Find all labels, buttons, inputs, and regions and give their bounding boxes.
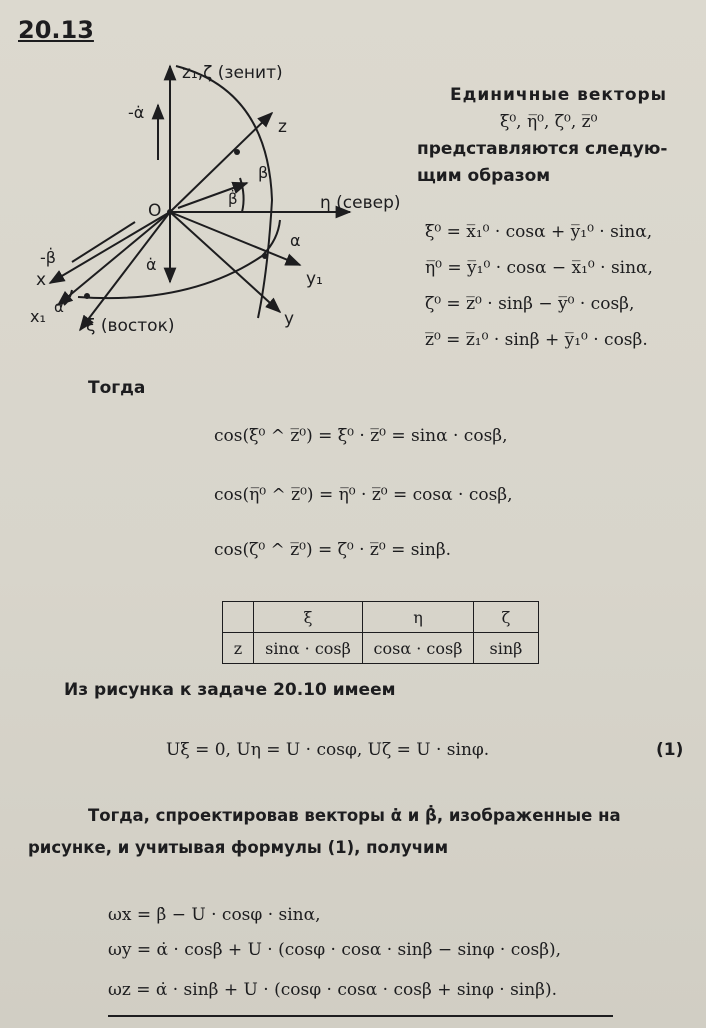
zenith-label: z₁,ζ (зенит) xyxy=(182,63,283,83)
equation-1-number: (1) xyxy=(656,740,684,760)
intro-line-3: представляются следую- xyxy=(417,139,668,159)
alpha-dot-down-label: α̇ xyxy=(146,255,157,274)
horizon-arc xyxy=(78,220,280,298)
problem-number: 20.13 xyxy=(18,16,94,44)
z-label: z xyxy=(278,117,287,137)
final-underline xyxy=(108,1015,613,1017)
cos-formula-eta: cos(η̅⁰ ^ z̅⁰) = η̅⁰ · z̅⁰ = cosα · cosβ, xyxy=(214,485,513,505)
beta-dot-label: β̇ xyxy=(228,190,238,208)
y-label: y xyxy=(284,309,295,329)
cos-formula-zeta: cos(ζ̅⁰ ^ z̅⁰) = ζ̅⁰ · z̅⁰ = sinβ. xyxy=(214,540,452,560)
unit-vector-xi: ξ̅⁰ = x̅₁⁰ · cosα + y̅₁⁰ · sinα, xyxy=(425,222,653,242)
x-label: x xyxy=(36,270,47,290)
omega-x: ωx = β̇ − U · cosφ · sinα, xyxy=(108,905,321,925)
then-text-line-2: рисунке, и учитывая формулы (1), получим xyxy=(28,838,449,857)
table-cell: cosα · cosβ xyxy=(363,633,474,664)
alpha-left-label: α xyxy=(54,298,64,316)
table-cell: sinβ xyxy=(474,633,539,664)
table-row xyxy=(223,633,539,664)
omega-y: ωy = α̇ · cosβ + U · (cosφ · cosα · sinβ − sinφ · cosβ), xyxy=(108,940,562,960)
then-label: Тогда xyxy=(88,378,146,398)
intro-text xyxy=(405,82,695,190)
from-figure-text: Из рисунка к задаче 20.10 имеем xyxy=(64,680,396,700)
table-cell: ξ xyxy=(254,602,363,633)
table-header-row xyxy=(223,602,539,633)
equation-1: Uξ = 0, Uη = U · cosφ, Uζ = U · sinφ. xyxy=(166,740,490,760)
alpha-right-label: α xyxy=(290,231,301,250)
table-cell: sinα · cosβ xyxy=(254,633,363,664)
table-cell: η xyxy=(363,602,474,633)
east-label: ξ (восток) xyxy=(86,316,175,336)
table-cell: z xyxy=(223,633,254,664)
unit-vector-eta: η̅⁰ = y̅₁⁰ · cosα − x̅₁⁰ · sinα, xyxy=(425,258,653,278)
unit-vector-zeta: ζ̅⁰ = z̅⁰ · sinβ − y̅⁰ · cosβ, xyxy=(425,294,635,314)
direction-cosine-table xyxy=(222,601,539,664)
intro-line-2: ξ̅⁰, η̅⁰, ζ̅⁰, z̅⁰ xyxy=(500,112,598,132)
origin-label: O xyxy=(148,201,162,221)
coordinate-figure xyxy=(0,40,410,350)
alpha-dot-up-label: -α̇ xyxy=(128,103,145,122)
beta-dot-neg-label: -β̇ xyxy=(40,248,56,267)
intro-line-1: Единичные векторы xyxy=(450,85,668,105)
y1-label: y₁ xyxy=(306,269,323,289)
beta-arc-small xyxy=(240,178,244,212)
table-cell: ζ xyxy=(474,602,539,633)
beta-label: β xyxy=(258,163,269,182)
y1-axis xyxy=(170,212,300,265)
omega-z: ωz = α̇ · sinβ + U · (cosφ · cosα · cosβ + sinφ · sinβ). xyxy=(108,980,558,1000)
y-axis xyxy=(170,212,280,312)
x1-label: x₁ xyxy=(30,307,46,326)
then-text-line-1: Тогда, спроектировав векторы α̇ и β̇, изображенные на xyxy=(88,806,621,825)
table-cell xyxy=(223,602,254,633)
unit-vector-z: z̅⁰ = z̅₁⁰ · sinβ + y̅₁⁰ · cosβ. xyxy=(425,330,648,350)
beta-dot-neg-arrow xyxy=(72,222,135,262)
north-label: η (север) xyxy=(320,193,401,213)
intro-line-4: щим образом xyxy=(417,166,551,186)
cos-formula-xi: cos(ξ̅⁰ ^ z̅⁰) = ξ̅⁰ · z̅⁰ = sinα · cosβ, xyxy=(214,426,508,446)
